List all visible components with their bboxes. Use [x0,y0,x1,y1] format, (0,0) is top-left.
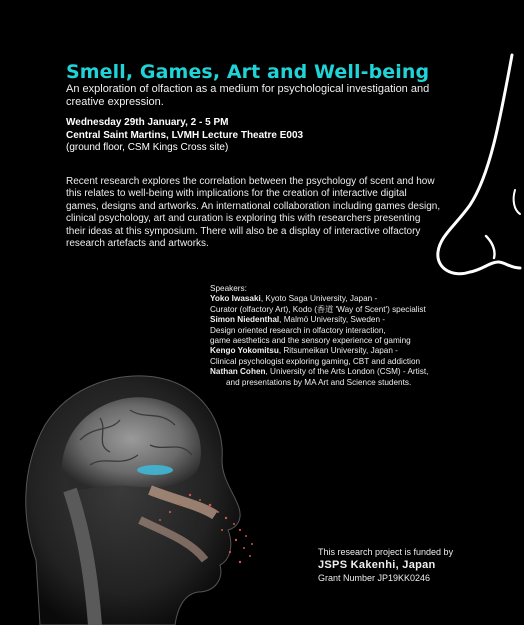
poster-title: Smell, Games, Art and Well-being [66,61,430,83]
speakers-heading: Speakers: [210,284,247,293]
event-details [66,117,303,155]
speaker-name: Kengo Yokomitsu [210,346,279,356]
intro-paragraph: Recent research explores the correlation between the psychology of scent and how this relates to well-being with implications for the creation of interactive digital games, designs and artworks. An international collaboration including games design, clinical psychology, art and curation is exploring this with researchers presenting their ideas at this symposium. There will also be a display of interactive olfactory research artefacts and artworks. [66,176,441,250]
speaker-affiliation: , Ritsumeikan University, Japan - [278,346,398,356]
speaker-name: Yoko Iwasaki [210,294,261,304]
speaker-description: game aesthetics and the sensory experience of gaming [210,336,411,346]
speaker-entry [210,315,460,325]
funding-line: This research project is funded by [318,547,454,557]
event-venue: Central Saint Martins, LVMH Lecture Theatre E003 [66,129,304,141]
speaker-description: and presentations by MA Art and Science students. [226,377,412,387]
speaker-description: Curator (olfactory Art), Kodo (香道 'Way of Scent') specialist [210,304,426,314]
nose-line-drawing [438,55,520,274]
speaker-name: Simon Niedenthal [210,315,280,325]
event-date-time: Wednesday 29th January, 2 - 5 PM [66,117,229,128]
grant-number: Grant Number JP19KK0246 [318,573,431,583]
head-xray-illustration [26,376,253,625]
speaker-entry [210,294,460,304]
speaker-affiliation: , Malmö University, Sweden - [279,315,386,325]
funding-credit [318,546,453,584]
speakers-section [210,284,460,388]
speaker-entry [210,346,460,356]
speaker-affiliation: , Kyoto Saga University, Japan - [260,294,378,304]
speaker-affiliation: , University of the Arts London (CSM) - Artist, [265,367,429,377]
poster-subtitle: An exploration of olfaction as a medium for psychological investigation and creative expression. [66,83,430,108]
speaker-name: Nathan Cohen [210,367,266,377]
speaker-description: Clinical psychologist exploring gaming, CBT and addiction [210,356,421,366]
funder-name: JSPS Kakenhi, Japan [318,559,436,571]
speaker-description: Design oriented research in olfactory interaction, [210,325,386,335]
event-venue-note: (ground floor, CSM Kings Cross site) [66,142,229,153]
speaker-entry [210,367,460,377]
